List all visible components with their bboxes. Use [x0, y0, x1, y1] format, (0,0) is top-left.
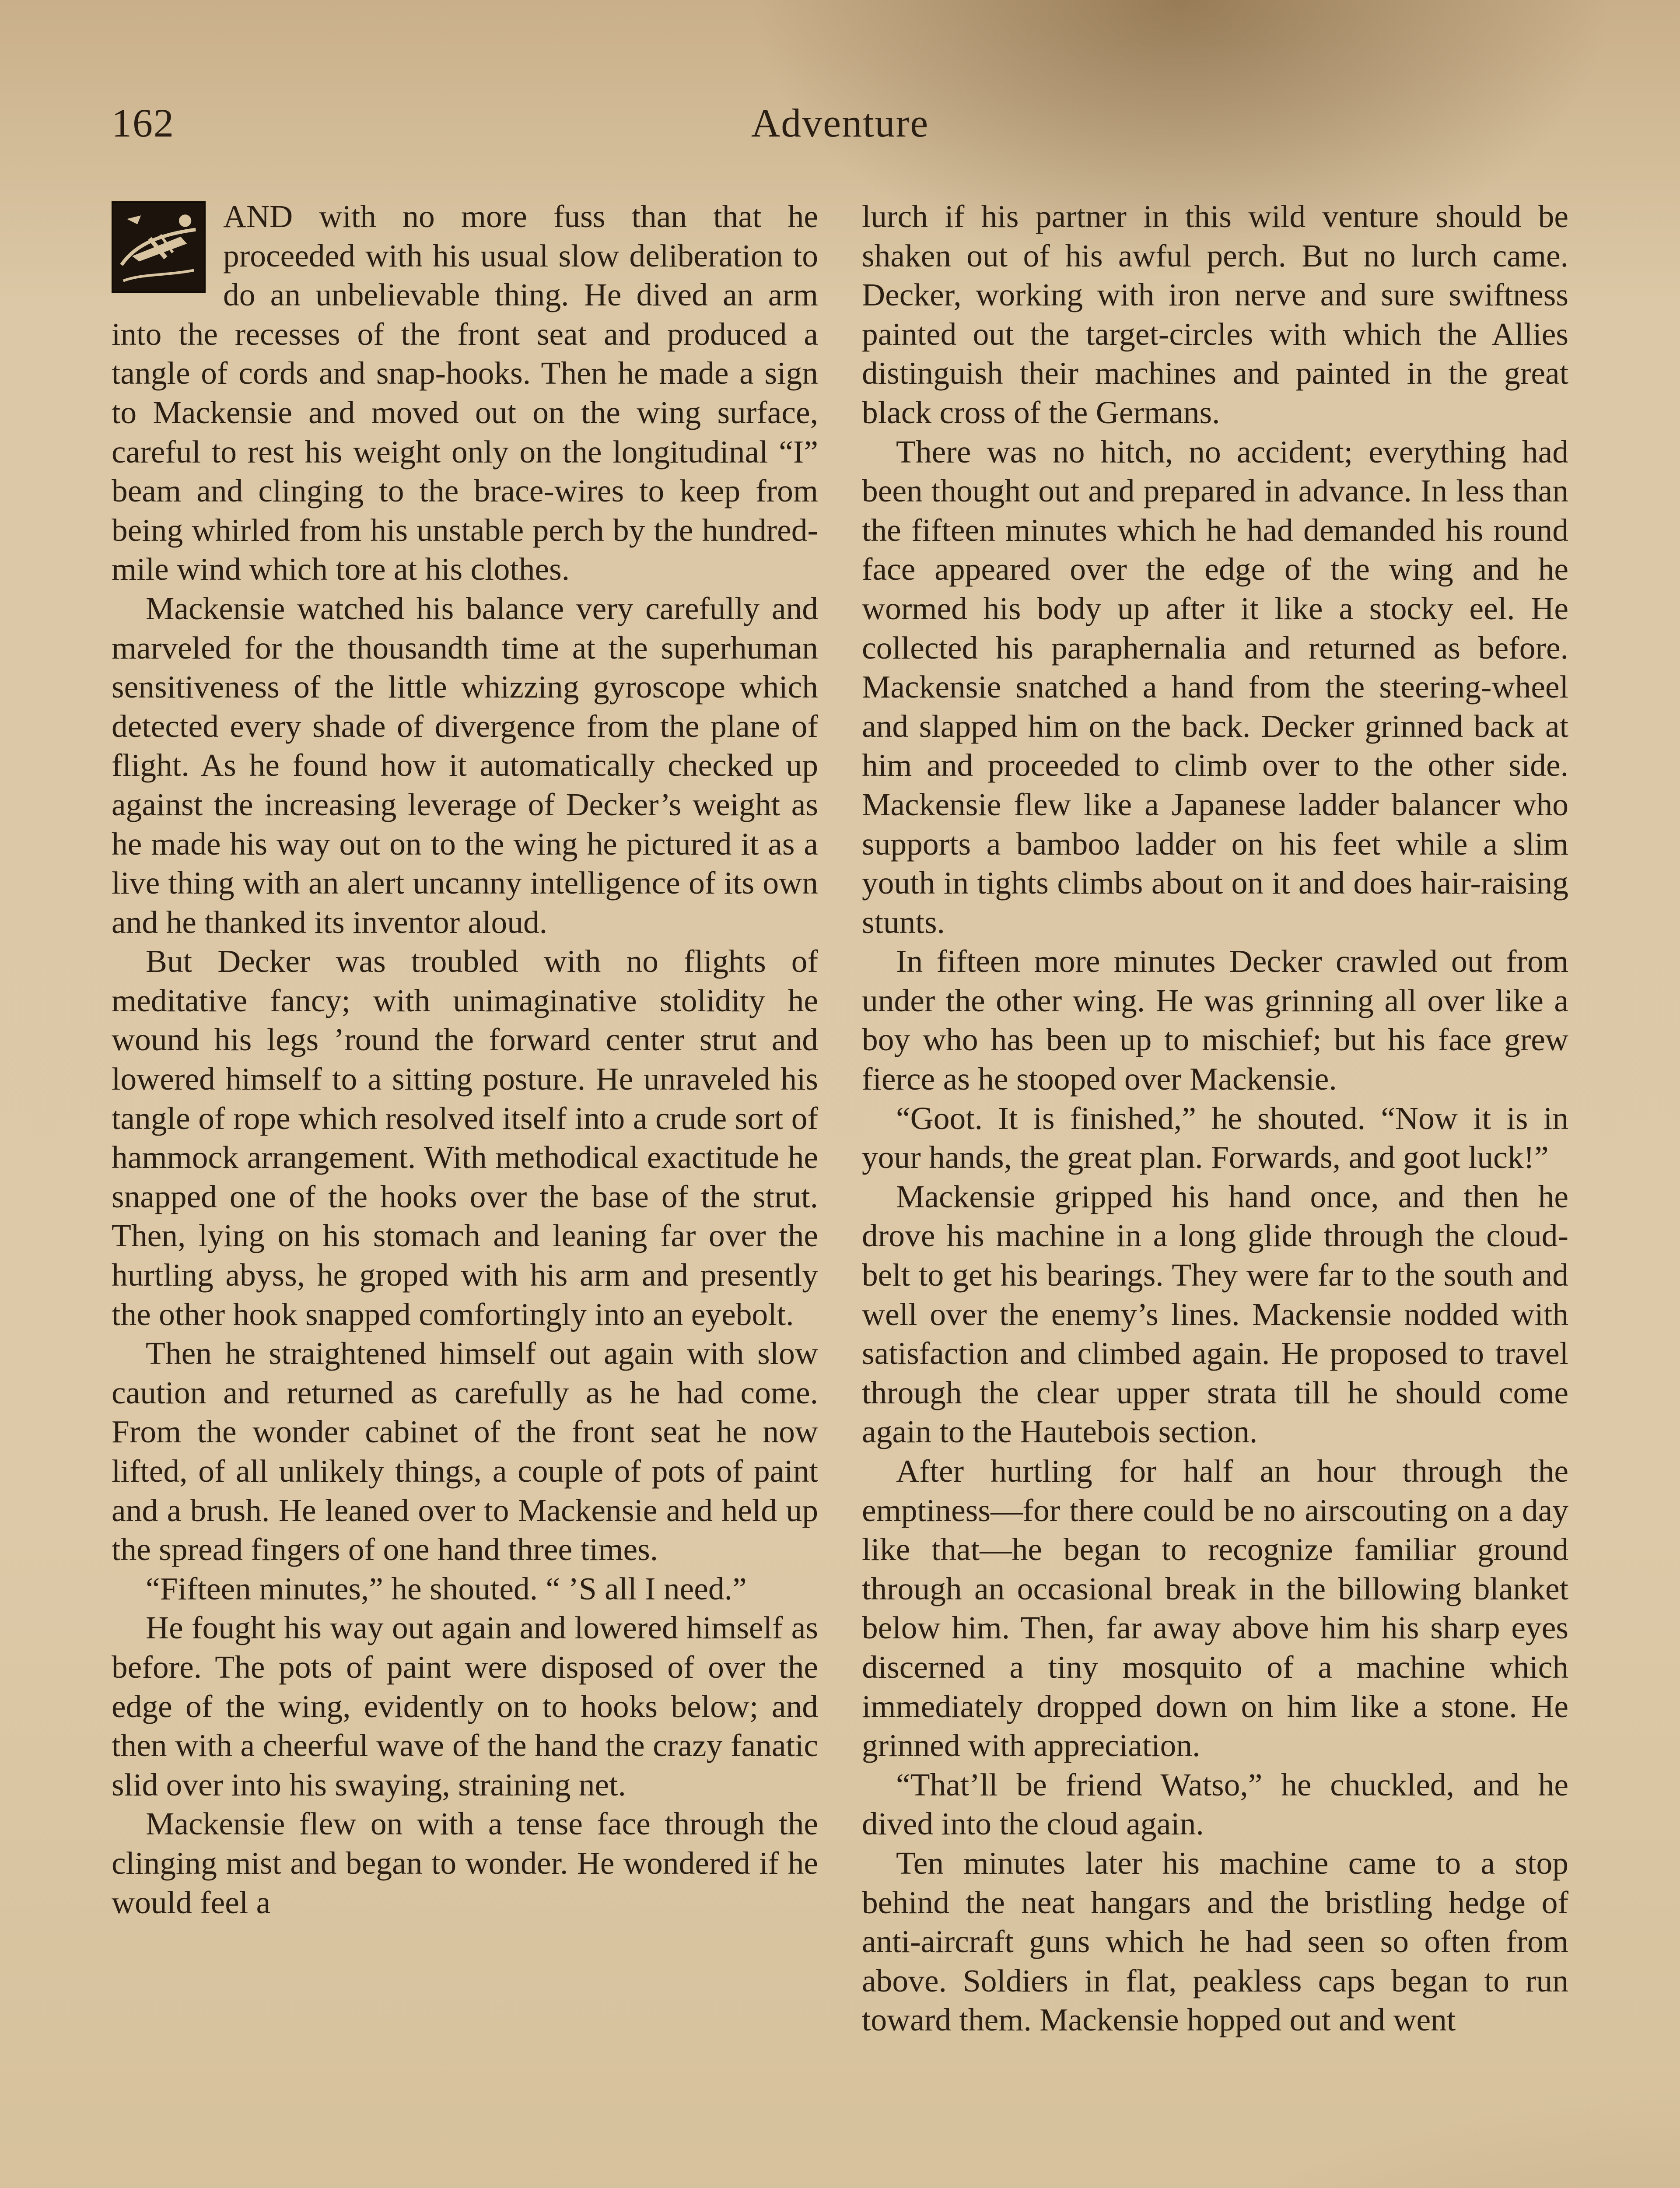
paragraph: After hurtling for half an hour through the emptiness—for there could be no airscouting on a day like that—he began to recognize familiar ground through an occasional break in the billowing blanket below him. Then, far away above him his sharp eyes discerned a tiny mosquito of a machine which immediately dropped down on him like a stone. He grinned with appreciation.	[862, 1453, 1568, 1764]
paragraph: In fifteen more minutes Decker crawled out from under the other wing. He was grinning all over like a boy who has been up to mischief; but his face grew fierce as he stooped over Mackensie.	[862, 943, 1568, 1097]
paragraph: But Decker was troubled with no flights of meditative fancy; with unimaginative stolidity he wound his legs ’round the forward center strut and lowered himself to a sitting posture. He unraveled his tangle of rope which resolved itself into a crude sort of hammock arrangement. With methodical exactitude he snapped one of the hooks over the base of the strut. Then, lying on his stomach and leaning far over the hurtling abyss, he groped with his arm and presently the other hook snapped comfortingly into an eyebolt.	[112, 943, 818, 1332]
paragraph: He fought his way out again and lowered himself as before. The pots of paint were disposed of over the edge of the wing, evidently on to hooks below; and then with a cheerful wave of the hand the crazy fanatic slid over into his swaying, straining net.	[112, 1610, 818, 1802]
magazine-title: Adventure	[751, 101, 929, 145]
decorative-airplane-vignette-icon	[112, 201, 206, 293]
paragraph: “Fifteen minutes,” he shouted. “ ’S all I need.”	[146, 1571, 747, 1606]
paragraph: There was no hitch, no accident; everything had been thought out and prepared in advance. In less than the fifteen minutes which he had demanded his round face appeared over the edge of the wing and he wormed his body up after it like a stocky eel. He collected his paraphernalia and returned as before. Mackensie snatched a hand from the steering-wheel and slapped him on the back. Decker grinned back at him and proceeded to climb over to the other side. Mackensie flew like a Japanese ladder balancer who supports a bamboo ladder on his feet while a slim youth in tights climbs about on it and does hair-raising stunts.	[862, 434, 1568, 940]
paragraph: lurch if his partner in this wild venture should be shaken out of his awful perch. But no lurch came. Decker, working with iron nerve and sure swiftness painted out the target-circles with which the Allies distinguish their machines and painted in the great black cross of the Germans.	[862, 199, 1568, 430]
left-column	[112, 197, 818, 1922]
paragraph: “That’ll be friend Watso,” he chuckled, and he dived into the cloud again.	[862, 1767, 1568, 1842]
paragraph: AND with no more fuss than that he proceeded with his usual slow deliberation to do an unbelievable thing. He dived an arm into the recesses of the front seat and produced a tangle of cords and snap-hooks. Then he made a sign to Mackensie and moved out on the wing surface, careful to rest his weight only on the longitudinal “I” beam and clinging to the brace-wires to keep from being whirled from his unstable perch by the hundred-mile wind which tore at his clothes.	[112, 199, 818, 587]
paragraph: Ten minutes later his machine came to a stop behind the neat hangars and the bristling hedge of anti-aircraft guns which he had seen so often from above. Soldiers in flat, peakless caps began to run toward them. Mackensie hopped out and went	[862, 1845, 1568, 2038]
paragraph: Then he straightened himself out again with slow caution and returned as carefully as he had come. From the wonder cabinet of the front seat he now lifted, of all unlikely things, a couple of pots of paint and a brush. He leaned over to Mackensie and held up the spread fingers of one hand three times.	[112, 1336, 818, 1567]
page-header	[112, 100, 1568, 148]
page-number: 162	[112, 101, 175, 145]
paragraph: “Goot. It is finished,” he shouted. “Now it is in your hands, the great plan. Forwards, and goot luck!”	[862, 1100, 1568, 1175]
paragraph: Mackensie flew on with a tense face through the clinging mist and began to wonder. He wondered if he would feel a	[112, 1806, 818, 1920]
paragraph: Mackensie gripped his hand once, and then he drove his machine in a long glide through the cloud-belt to get his bearings. They were far to the south and well over the enemy’s lines. Mackensie nodded with satisfaction and climbed again. He proposed to travel through the clear upper strata till he should come again to the Hautebois section.	[862, 1178, 1568, 1450]
paragraph: Mackensie watched his balance very carefully and marveled for the thousandth time at the superhuman sensitiveness of the little whizzing gyroscope which detected every shade of divergence from the plane of flight. As he found how it automatically checked up against the increasing leverage of Decker’s weight as he made his way out on to the wing he pictured it as a live thing with an alert uncanny intelligence of its own and he thanked its inventor aloud.	[112, 590, 818, 940]
right-column	[862, 197, 1568, 2040]
